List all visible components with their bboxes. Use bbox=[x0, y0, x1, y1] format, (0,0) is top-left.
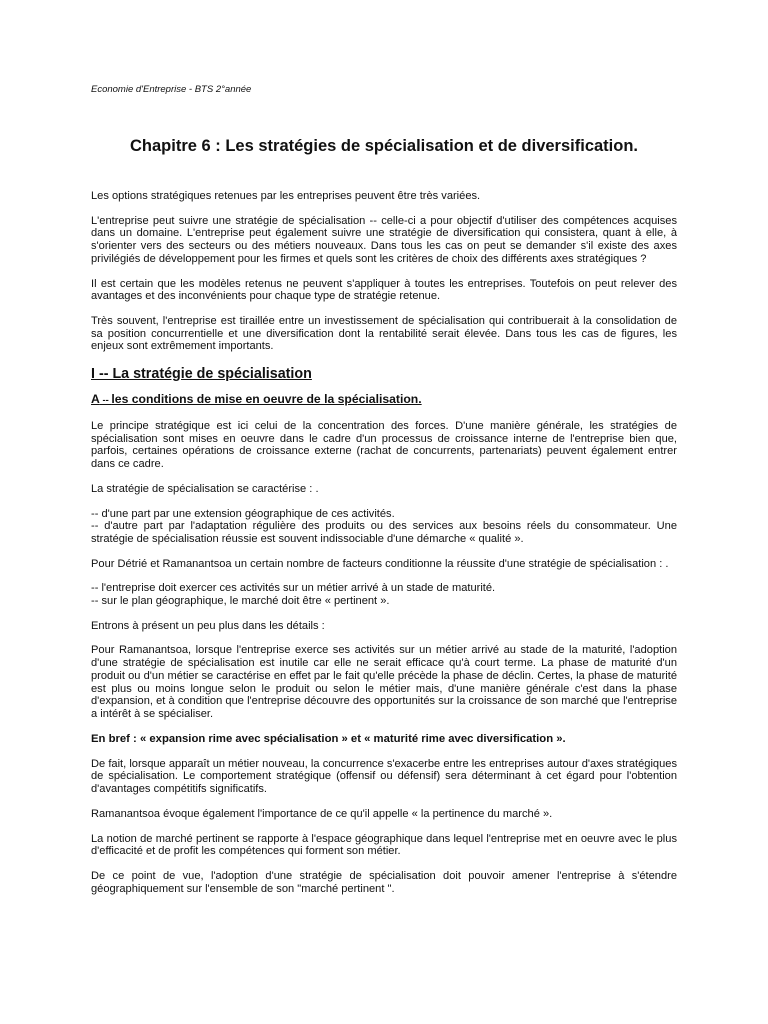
subsection-heading bbox=[91, 392, 677, 408]
section-heading: I -- La stratégie de spécialisation bbox=[91, 366, 312, 383]
document-page bbox=[91, 84, 677, 895]
chapter-title: Chapitre 6 : Les stratégies de spécialisation et de diversification. bbox=[129, 137, 638, 155]
intro-paragraph-3: Il est certain que les modèles retenus ne peuvent s'appliquer à toutes les entreprises. Toutefois on peut relever des avantages et des inconvénients pour chaque type de stratégie retenue. bbox=[91, 277, 677, 303]
section-paragraph-9: Ramanantsoa évoque également l'importance de ce qu'il appelle « la pertinence du marché ». bbox=[91, 807, 553, 820]
section-paragraph-10: La notion de marché pertinent se rapporte à l'espace géographique dans lequel l'entreprise met en oeuvre avec le plus d'efficacité et de profit les compétences qui forment son métier. bbox=[91, 832, 677, 858]
section-paragraph-6: Entrons à présent un peu plus dans les détails : bbox=[91, 619, 325, 632]
intro-paragraph-1: Les options stratégiques retenues par les entreprises peuvent être très variées. bbox=[91, 190, 481, 202]
subsection-letter: A bbox=[91, 392, 100, 407]
section-paragraph-7: Pour Ramanantsoa, lorsque l'entreprise exerce ses activités sur un métier arrivé au stade de la maturité, l'adoption d'une stratégie de spécialisation est inutile car elle ne serait efficace qu'à court terme. La phase de maturité d'un produit ou d'un métier se caractérise en effet par le fait qu'elle précède la phase de déclin. Certes, la phase de maturité est plus ou moins longue selon le produit ou selon le métier mais, d'une manière générale c'est dans la phase d'expansion, et à condition que l'entreprise découvre des opportunités sur la croissance de son marché que l'entreprise a intérêt à se spécialiser. bbox=[91, 644, 677, 720]
running-header: Economie d'Entreprise - BTS 2°année bbox=[91, 84, 252, 95]
section-paragraph-2: La stratégie de spécialisation se caractérise : . bbox=[91, 482, 319, 495]
intro-paragraph-2: L'entreprise peut suivre une stratégie de spécialisation -- celle-ci a pour objectif d'utiliser des compétences acquises dans un domaine. L'entreprise peut également suivre une stratégie de diversification qui consistera, quant à elle, à s'orienter vers des secteurs ou des métiers nouveaux. Dans tous les cas on peut se demander s'il existe des axes privilégiés de développement pour les firmes et quels sont les critères de choix des différents axes stratégiques ? bbox=[91, 214, 677, 265]
intro-paragraph-4: Très souvent, l'entreprise est tiraillée entre un investissement de spécialisation qui contribuerait à la consolidation de sa position concurrentielle et une diversification dont la rentabilité serait élevée. Dans tous les cas de figures, les enjeux sont extrêmement importants. bbox=[91, 314, 677, 353]
list-item: -- d'autre part par l'adaptation régulière des produits ou des services aux besoins réels du consommateur. Une stratégie de spécialisation réussie est souvent indissociable d'une démarche « qualité ». bbox=[91, 520, 677, 545]
list-item: -- l'entreprise doit exercer ces activités sur un métier arrivé à un stade de maturité. bbox=[91, 582, 496, 595]
section-paragraph-4: Pour Détrié et Ramanantsoa un certain nombre de facteurs conditionne la réussite d'une stratégie de spécialisation : . bbox=[91, 557, 669, 570]
en-bref-summary: En bref : « expansion rime avec spécialisation » et « maturité rime avec diversification ». bbox=[91, 732, 566, 745]
section-paragraph-8: De fait, lorsque apparaît un métier nouveau, la concurrence s'exacerbe entre les entreprises autour d'axes stratégiques de spécialisation. Le comportement stratégique (offensif ou défensif) sera déterminant à cet égard pour l'obtention d'avantages compétitifs significatifs. bbox=[91, 757, 677, 796]
factors-list bbox=[91, 582, 677, 607]
characteristics-list bbox=[91, 508, 677, 546]
section-paragraph-1: Le principe stratégique est ici celui de la concentration des forces. D'une manière générale, les stratégies de spécialisation sont mises en oeuvre dans le cadre d'un processus de croissance interne de l'entreprise bien que, parfois, certaines opérations de croissance externe (rachat de concurrents, partenariats) peuvent également entrer dans ce cadre. bbox=[91, 420, 677, 471]
section-paragraph-11: De ce point de vue, l'adoption d'une stratégie de spécialisation doit pouvoir amener l'entreprise à s'étendre géographiquement sur l'ensemble de son "marché pertinent ". bbox=[91, 869, 677, 895]
subsection-dash: -- bbox=[99, 395, 112, 407]
subsection-heading-text: les conditions de mise en oeuvre de la spécialisation. bbox=[111, 392, 422, 407]
list-item: -- sur le plan géographique, le marché doit être « pertinent ». bbox=[91, 595, 390, 608]
list-item: -- d'une part par une extension géographique de ces activités. bbox=[91, 507, 395, 520]
